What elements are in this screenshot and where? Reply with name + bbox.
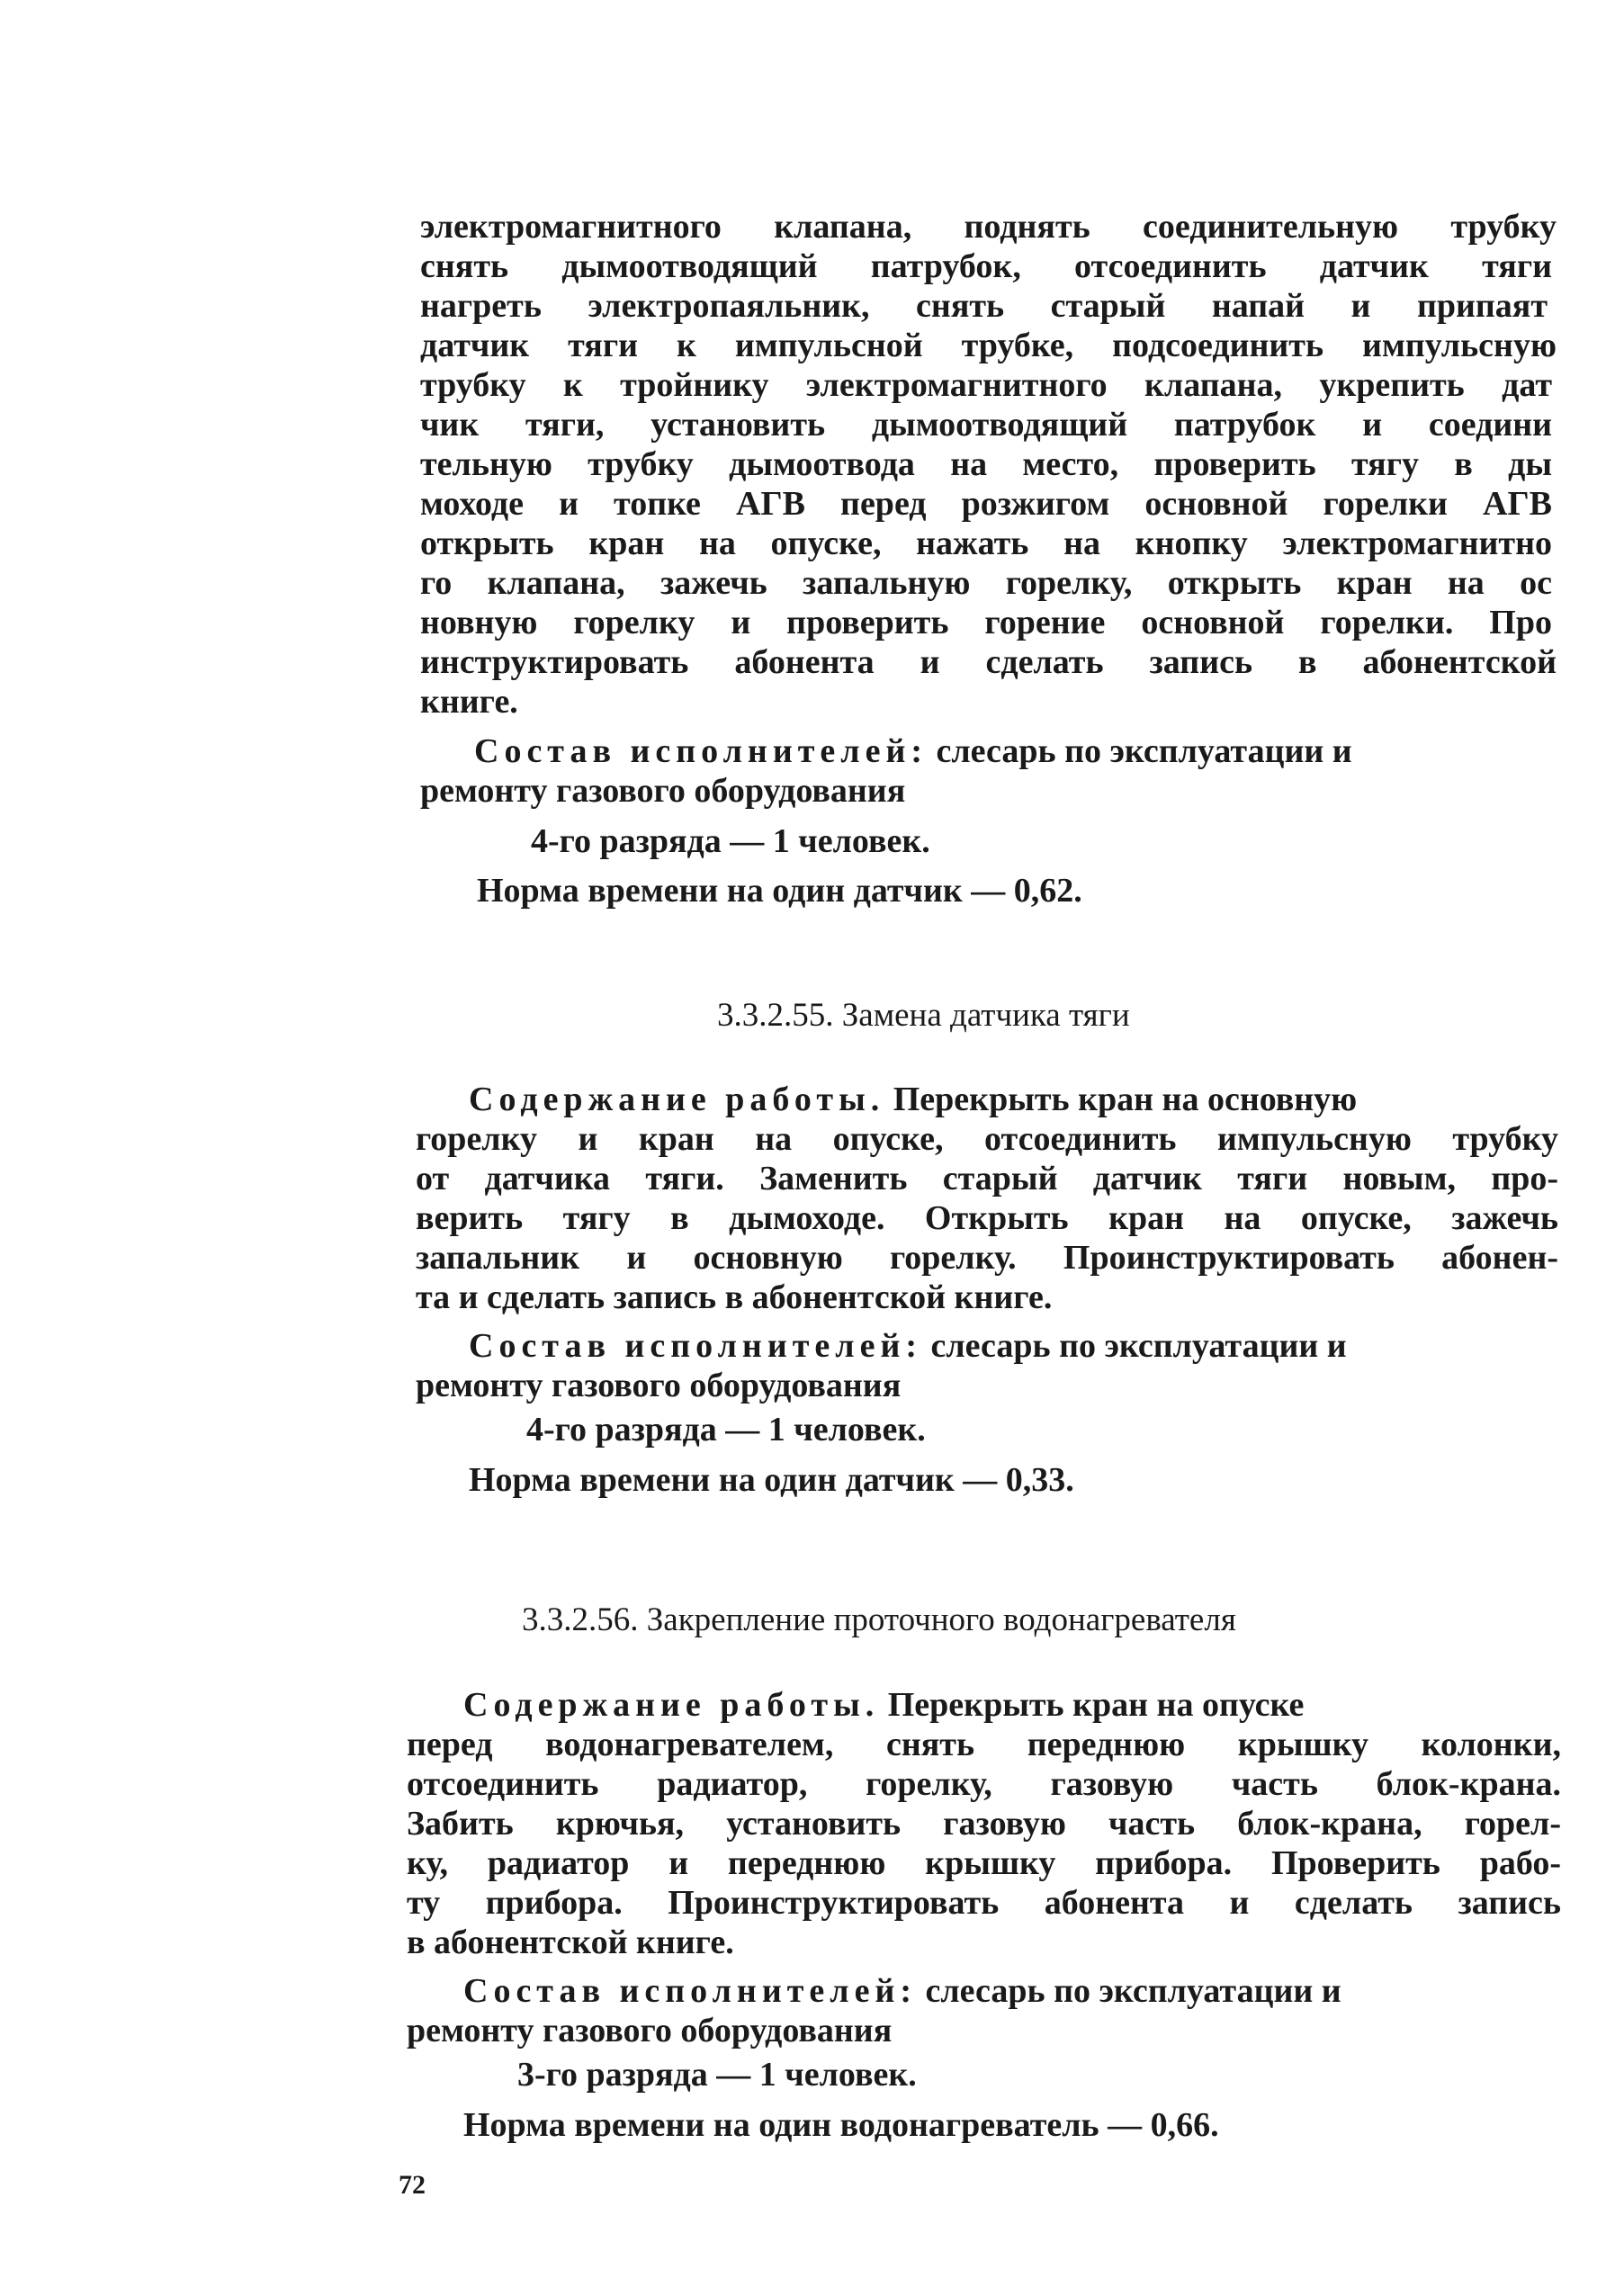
section-55-content-first: Содержание работы. Перекрыть кран на основную: [469, 1081, 1358, 1118]
intro-line-6: чик тяги, установить дымоотводящий патрубок и соедини: [420, 406, 1552, 444]
intro-line-3: нагреть электропаяльник, снять старый напай и припаят: [420, 287, 1548, 325]
section-56-content-line-6: в абонентской книге.: [407, 1924, 734, 1961]
section-56-norm: Норма времени на один водонагреватель — 0,66.: [463, 2106, 1219, 2144]
intro-line-2: снять дымоотводящий патрубок, отсоединить датчик тяги: [420, 247, 1552, 285]
intro-staff-line: [474, 731, 1352, 771]
section-55-content-line-4: запальник и основную горелку. Проинструктировать абонен-: [416, 1239, 1558, 1277]
intro-staff-line-2: ремонту газового оборудования: [420, 772, 906, 810]
intro-line-7: тельную трубку дымоотвода на место, проверить тягу в ды: [420, 445, 1552, 483]
section-55-staff-line-2: ремонту газового оборудования: [416, 1367, 902, 1404]
section-55-content-line-5: та и сделать запись в абонентской книге.: [416, 1278, 1053, 1316]
section-56-staff-line-2: ремонту газового оборудования: [407, 2012, 893, 2049]
section-55-content-line-1: горелку и кран на опуске, отсоединить импульсную трубку: [416, 1120, 1558, 1158]
page-number: 72: [399, 2170, 426, 2200]
intro-norm: Норма времени на один датчик — 0,62.: [477, 872, 1082, 910]
intro-line-5: трубку к тройнику электромагнитного клапана, укрепить дат: [420, 366, 1552, 404]
section-55-content-label: Содержание работы.: [469, 1081, 885, 1118]
intro-staff-rank: 4-го разряда — 1 человек.: [531, 822, 930, 860]
section-56-content-label: Содержание работы.: [463, 1686, 880, 1724]
intro-line-10: го клапана, зажечь запальную горелку, открыть кран на ос: [420, 564, 1552, 602]
section-56-heading: 3.3.2.56. Закрепление проточного водонагревателя: [522, 1601, 1236, 1638]
section-55-content-line-3: верить тягу в дымоходе. Открыть кран на опуске, зажечь: [416, 1199, 1558, 1237]
intro-line-11: новную горелку и проверить горение основной горелки. Про: [420, 604, 1552, 641]
section-55-staff-rank: 4-го разряда — 1 человек.: [526, 1411, 926, 1448]
section-56-content-line-1: перед водонагревателем, снять переднюю крышку колонки,: [407, 1726, 1561, 1763]
intro-line-12: инструктировать абонента и сделать запись в абонентской: [420, 643, 1557, 681]
section-55-norm: Норма времени на один датчик — 0,33.: [469, 1461, 1074, 1499]
intro-staff-text: слесарь по эксплуатации и: [936, 732, 1352, 770]
section-56-content-line-4: ку, радиатор и переднюю крышку прибора. Проверить рабо-: [407, 1844, 1561, 1882]
section-56-content-line-3: Забить крючья, установить газовую часть блок-крана, горел-: [407, 1805, 1561, 1843]
section-56-staff-rank: 3-го разряда — 1 человек.: [517, 2056, 917, 2094]
section-55-staff-label: Состав исполнителей:: [469, 1327, 922, 1365]
section-56-content-line-2: отсоединить радиатор, горелку, газовую часть блок-крана.: [407, 1765, 1561, 1803]
intro-line-4: датчик тяги к импульсной трубке, подсоединить импульсную: [420, 327, 1557, 364]
section-56-staff-label: Состав исполнителей:: [463, 1972, 917, 2010]
section-55-staff-line: Состав исполнителей: слесарь по эксплуатации и: [469, 1327, 1347, 1365]
section-56-content-line-5: ту прибора. Проинструктировать абонента и сделать запись: [407, 1884, 1561, 1922]
section-55-heading: 3.3.2.55. Замена датчика тяги: [717, 997, 1130, 1034]
section-56-staff-line: Состав исполнителей: слесарь по эксплуатации и: [463, 1972, 1341, 2010]
section-56-content-first: Содержание работы. Перекрыть кран на опуске: [463, 1686, 1305, 1724]
intro-line-13: книге.: [420, 683, 518, 721]
intro-line-8: моходе и топке АГВ перед розжигом основной горелки АГВ: [420, 485, 1552, 523]
intro-line-1: электромагнитного клапана, поднять соединительную трубку: [420, 208, 1557, 246]
intro-staff-label: Состав исполнителей:: [474, 732, 928, 770]
intro-line-9: открыть кран на опуске, нажать на кнопку электромагнитно: [420, 525, 1552, 562]
section-55-content-line-2: от датчика тяги. Заменить старый датчик тяги новым, про-: [416, 1160, 1558, 1197]
